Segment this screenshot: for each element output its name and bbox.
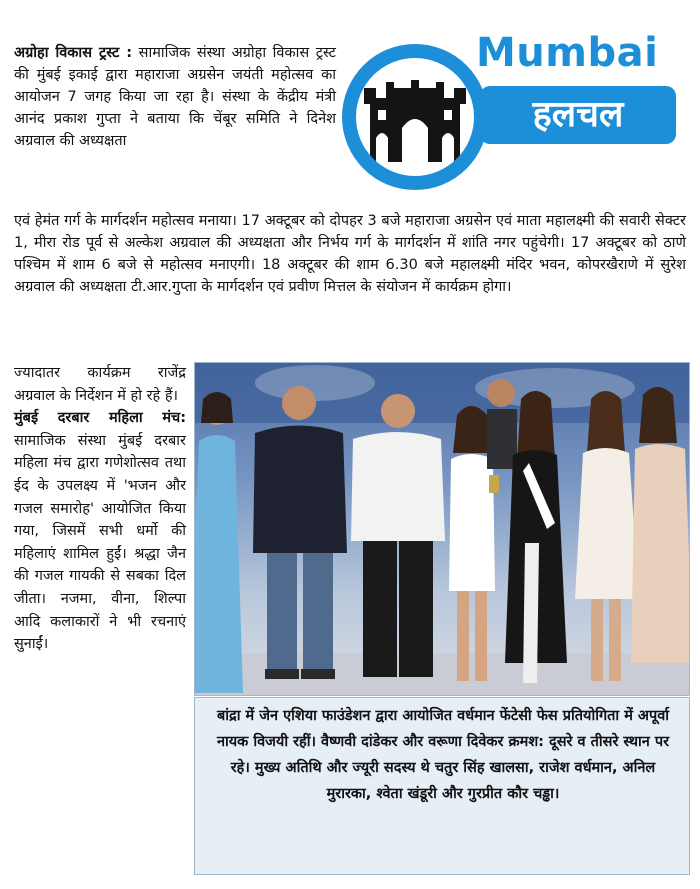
- article-full-paragraph: एवं हेमंत गर्ग के मार्गदर्शन महोत्सव मनाया। 17 अक्टूबर को दोपहर 3 बजे महाराजा अग्रसेन एवं माता महालक्ष्मी की सवारी सेक्टर 1, मीरा रोड पूर्व से अल्केश अग्रवाल की अध्यक्षता और निर्भय गर्ग के मार्गदर्शन में शांति नगर पहुंचेगी। 17 अक्टूबर को ठाणे पश्चिम में शाम 6 बजे से महोत्सव मनाएगी। 18 अक्टूबर की शाम 6.30 बजे महालक्ष्मी मंदिर भवन, कोपरखैराणे में सुरेश अग्रवाल की अध्यक्षता टी.आर.गुप्ता के मार्गदर्शन एवं प्रवीण मित्तल के संयोजन में कार्यक्रम होगा।: [14, 213, 686, 295]
- photo-caption: बांद्रा में जेन एशिया फाउंडेशन द्वारा आयोजित वर्धमान फेंटेसी फेस प्रतियोगिता में अपूर्वा नायक विजयी रहीं। वैष्णवी दांडेकर और वरूणा दिवेकर क्रमश: दूसरे व तीसरे स्थान पर रहे। मुख्य अतिथि और ज्यूरी सदस्य थे चतुर सिंह खालसा, राजेश वर्धमान, अनिल मुरारका, श्वेता खंडूरी और गुरप्रीत कौर चड्ढा।: [216, 708, 670, 802]
- article-top-text: सामाजिक संस्था अग्रोहा विकास ट्रस्ट की मुंबई इकाई द्वारा महाराजा अग्रसेन जयंती महोत्सव का आयोजन 7 जगह किया जा रहा है। संस्था के केंद्रीय मंत्री आनंद प्रकाश गुप्ता ने बताया कि चेंबूर समिति ने दिनेश अग्रवाल की अध्यक्षता: [14, 45, 336, 149]
- logo-word-halchal: हलचल: [532, 94, 624, 135]
- article-heading-darbar: मुंबई दरबार महिला मंच:: [14, 410, 186, 427]
- gateway-of-india-icon: [356, 58, 474, 176]
- event-photo: [194, 362, 690, 696]
- article-heading-agroha: अग्रोहा विकास ट्रस्ट :: [14, 45, 133, 61]
- article-left-column: [14, 362, 186, 656]
- article-left-text-1: ज्यादातर कार्यक्रम राजेंद्र अग्रवाल के निर्देशन में हो रहे हैं।: [14, 365, 186, 404]
- article-left-text-2: सामाजिक संस्था मुंबई दरबार महिला मंच द्वारा गणेशोत्सव तथा ईद के उपलक्ष्य में 'भजन और गजल समारोह' आयोजित किया गया, जिसमें सभी धर्मो की महिलाएं शामिल हुईं। श्रद्धा जैन की गजल गायकी से सबका दिल जीता। नजमा, वीना, शिल्पा आदि कलाकारों ने भी रचनाएं सुनाईं।: [14, 432, 186, 653]
- article-top-column: [14, 42, 336, 152]
- logo-word-mumbai: Mumbai: [476, 30, 659, 76]
